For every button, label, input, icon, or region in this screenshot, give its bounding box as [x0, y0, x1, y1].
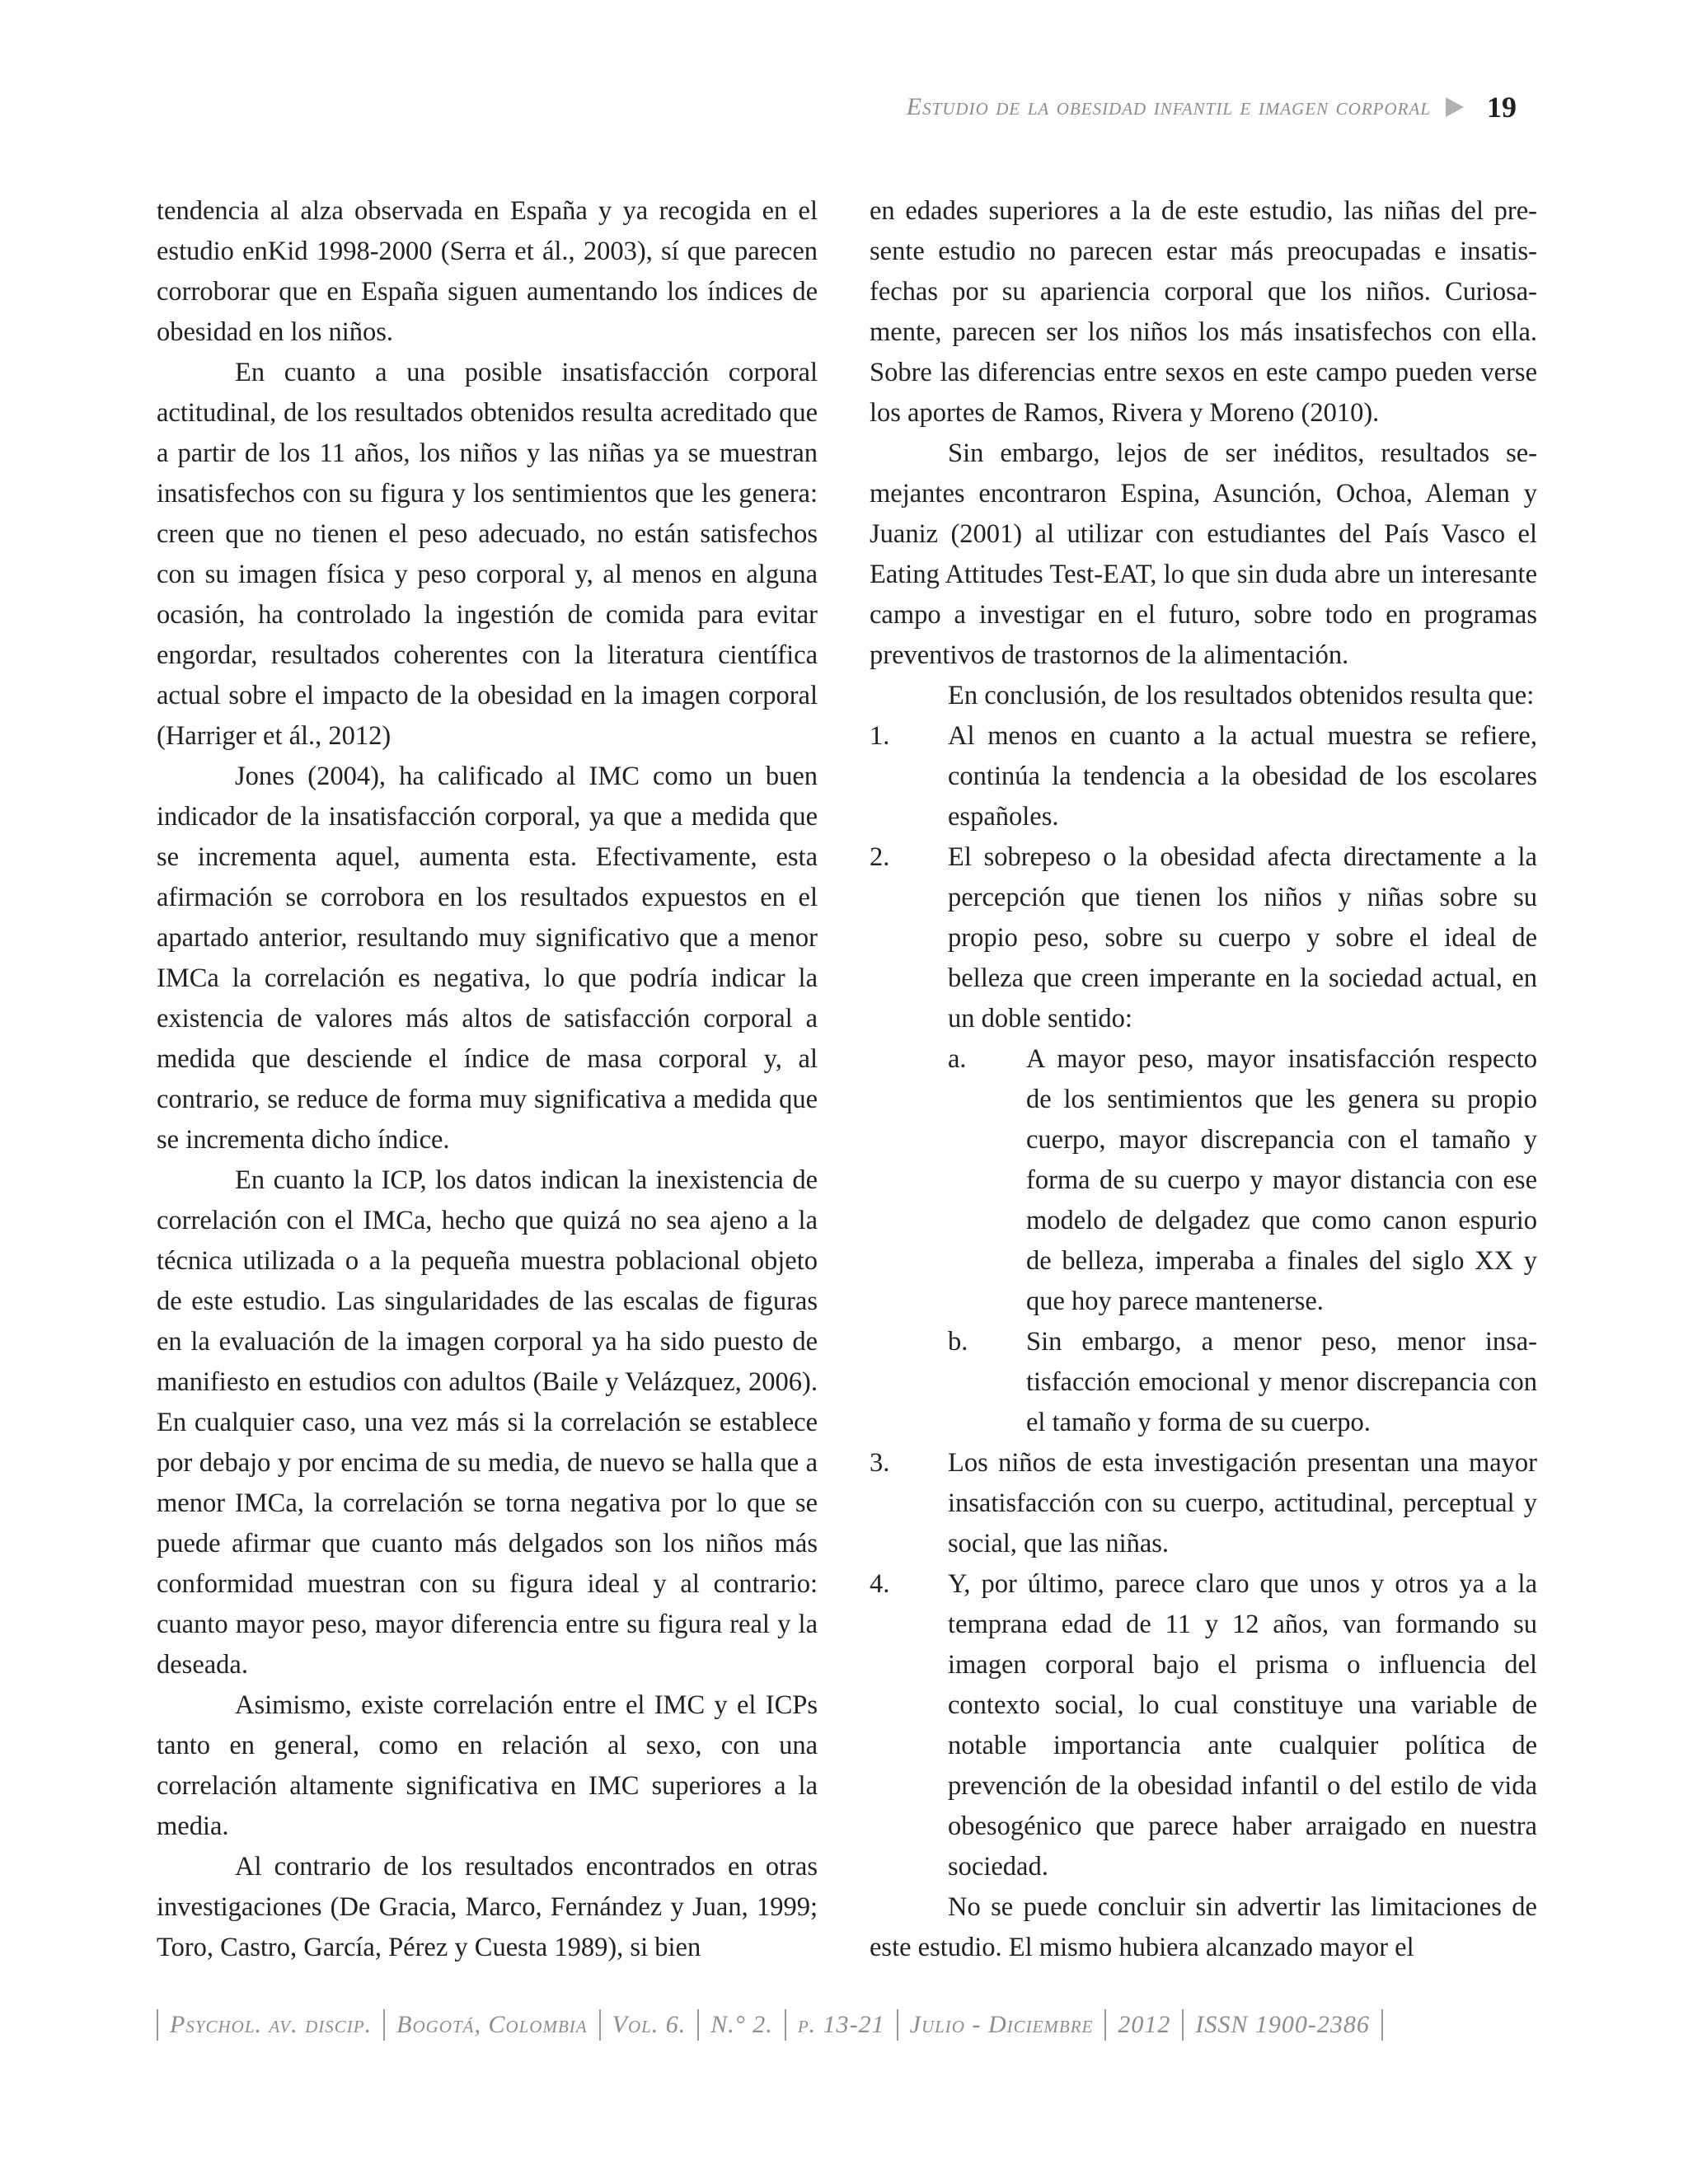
list-item — [870, 1443, 1537, 1564]
paragraph: En cuanto a una posible insatisfacción corporal actitudinal, de los resultados obtenidos resulta acreditado que a partir de los 11 años, los niños y las niñas ya se muestran insatisfechos con su figura y los sentimientos que les genera: creen que no tienen el peso adecuado, no están satisfechos con su imagen física y peso corporal y, al menos en alguna ocasión, ha controlado la ingestión de comida para evitar engordar, resultados coherentes con la literatura científica actual sobre el impacto de la obesidad en la imagen corporal (Harriger et ál., 2012) — [157, 358, 818, 751]
paragraph: Sin embargo, lejos de ser inéditos, resultados semejantes encontraron Espina, Asunción, Ochoa, Aleman y Juaniz (2001) al utilizar con estudiantes del País Vasco el Eating Attitudes Test-EAT, lo que sin duda abre un interesante campo a investigar en el futuro, sobre todo en programas preventivos de trastornos de la alimentación. — [870, 438, 1537, 670]
divider — [383, 2009, 385, 2041]
divider — [1182, 2009, 1184, 2041]
sublist-letter: b. — [948, 1327, 968, 1357]
page-footer — [157, 2009, 1383, 2041]
sublist-item — [948, 1322, 1537, 1443]
list-item — [870, 716, 1537, 837]
footer-volume: Vol. 6. — [612, 2011, 687, 2038]
divider — [697, 2009, 699, 2041]
divider — [897, 2009, 898, 2041]
sublist-item — [948, 1039, 1537, 1322]
footer-number: N.° 2. — [710, 2011, 773, 2038]
page-number: 19 — [1487, 91, 1517, 124]
triangle-arrow-icon — [1446, 97, 1464, 117]
paragraph: En cuanto la ICP, los datos indican la inexistencia de correlación con el IMCa, hecho que quizá no sea ajeno a la técnica utilizada o a la pequeña muestra poblacional objeto de este estudio. Las singularidades de las escalas de figuras en la evaluación de la imagen corporal ya ha sido puesto de manifiesto en estudios con adultos (Baile y Velázquez, 2006). En cualquier caso, una vez más si la correlación se establece por debajo y por encima de su media, de nuevo se halla que a menor IMCa, la correlación se torna negativa por lo que se puede afirmar que cuanto más delgados son los niños más conformidad muestran con su figura ideal y al contrario: cuanto mayor peso, mayor diferencia entre su figura real y la deseada. — [157, 1165, 818, 1680]
footer-period: Julio - Diciembre — [909, 2011, 1094, 2038]
list-item — [870, 1564, 1537, 1887]
paragraph: Al contrario de los resultados encontrados en otras investigaciones (De Gracia, Marco, Fernández y Juan, 1999; Toro, Castro, García, Pérez y Cuesta 1989), si bien — [157, 1852, 818, 1962]
list-number: 3. — [870, 1448, 890, 1478]
sublist-letter: a. — [948, 1044, 967, 1074]
divider — [157, 2009, 158, 2041]
left-column — [157, 191, 818, 1968]
footer-journal: Psychol. av. discip. — [170, 2011, 373, 2038]
paragraph: Asimismo, existe correlación entre el IMC y el ICPs tanto en general, como en relación al sexo, con una correlación altamente significativa en IMC superiores a la media. — [157, 1690, 818, 1841]
paragraph: en edades superiores a la de este estudio, las niñas del presente estudio no parecen estar más preocupadas e insatisfechas por su apariencia corporal que los niños. Curiosamente, parecen ser los niños los más insatisfechos con ella. Sobre las diferencias entre sexos en este campo pueden verse los aportes de Ramos, Rivera y Moreno (2010). — [870, 196, 1537, 428]
list-number: 2. — [870, 842, 890, 872]
footer-issn: ISSN 1900-2386 — [1195, 2011, 1370, 2038]
divider — [1104, 2009, 1106, 2041]
list-number: 4. — [870, 1569, 890, 1599]
paragraph: No se puede concluir sin advertir las limitaciones de este estudio. El mismo hubiera alcanzado mayor el — [870, 1892, 1537, 1962]
list-text: Los niños de esta investigación presentan una mayor insatisfacción con su cuerpo, actitudinal, perceptual y social, que las niñas. — [948, 1448, 1537, 1558]
footer-year: 2012 — [1118, 2011, 1171, 2038]
running-header — [907, 87, 1517, 128]
divider — [785, 2009, 786, 2041]
paragraph: En conclusión, de los resultados obtenidos resulta que: — [948, 681, 1535, 710]
footer-city: Bogotá, Colombia — [396, 2011, 588, 2038]
paragraph: tendencia al alza observada en España y ya recogida en el estudio enKid 1998-2000 (Serra et ál., 2003), sí que parecen corroborar que en España siguen aumentando los índices de obesidad en los niños. — [157, 196, 818, 347]
sublist-text: Sin embargo, a menor peso, menor insatisfacción emocional y menor discrepancia con el tamaño y forma de su cuerpo. — [1026, 1327, 1537, 1437]
running-title: Estudio de la obesidad infantil e imagen corporal — [906, 93, 1431, 120]
footer-pages: p. 13-21 — [797, 2011, 885, 2038]
right-column — [870, 191, 1537, 1968]
list-item — [870, 837, 1537, 1039]
divider — [599, 2009, 601, 2041]
sublist-text: A mayor peso, mayor insatisfacción respecto de los sentimientos que les genera su propio cuerpo, mayor discrepancia con el tamaño y forma de su cuerpo y mayor distancia con ese modelo de delgadez que como canon espurio de belleza, imperaba a finales del siglo XX y que hoy parece mantenerse. — [1026, 1044, 1537, 1316]
list-number: 1. — [870, 721, 890, 751]
list-text: Al menos en cuanto a la actual muestra se refiere, continúa la tendencia a la obesidad de los escolares españoles. — [948, 721, 1537, 832]
paragraph: Jones (2004), ha calificado al IMC como un buen indicador de la insatisfacción corporal, ya que a medida que se incrementa aquel, aumenta esta. Efectivamente, esta afirmación se corrobora en los resultados expuestos en el apartado anterior, resultando muy significativo que a menor IMCa la correlación es negativa, lo que podría indicar la existencia de valores más altos de satisfacción corporal a medida que desciende el índice de masa corporal y, al contrario, se reduce de forma muy significativa a medida que se incrementa dicho índice. — [157, 762, 818, 1155]
list-text: El sobrepeso o la obesidad afecta directamente a la percepción que tienen los niños y niñas sobre su propio peso, sobre su cuerpo y sobre el ideal de belleza que creen imperante en la sociedad actual, en un doble sentido: — [948, 842, 1537, 1033]
list-text: Y, por último, parece claro que unos y otros ya a la temprana edad de 11 y 12 años, van formando su imagen corporal bajo el prisma o influencia del contexto social, lo cual constituye una variable de notable importancia ante cualquier política de prevención de la obesidad infantil o del estilo de vida obesogénico que parece haber arraigado en nuestra sociedad. — [948, 1569, 1537, 1882]
divider — [1381, 2009, 1383, 2041]
